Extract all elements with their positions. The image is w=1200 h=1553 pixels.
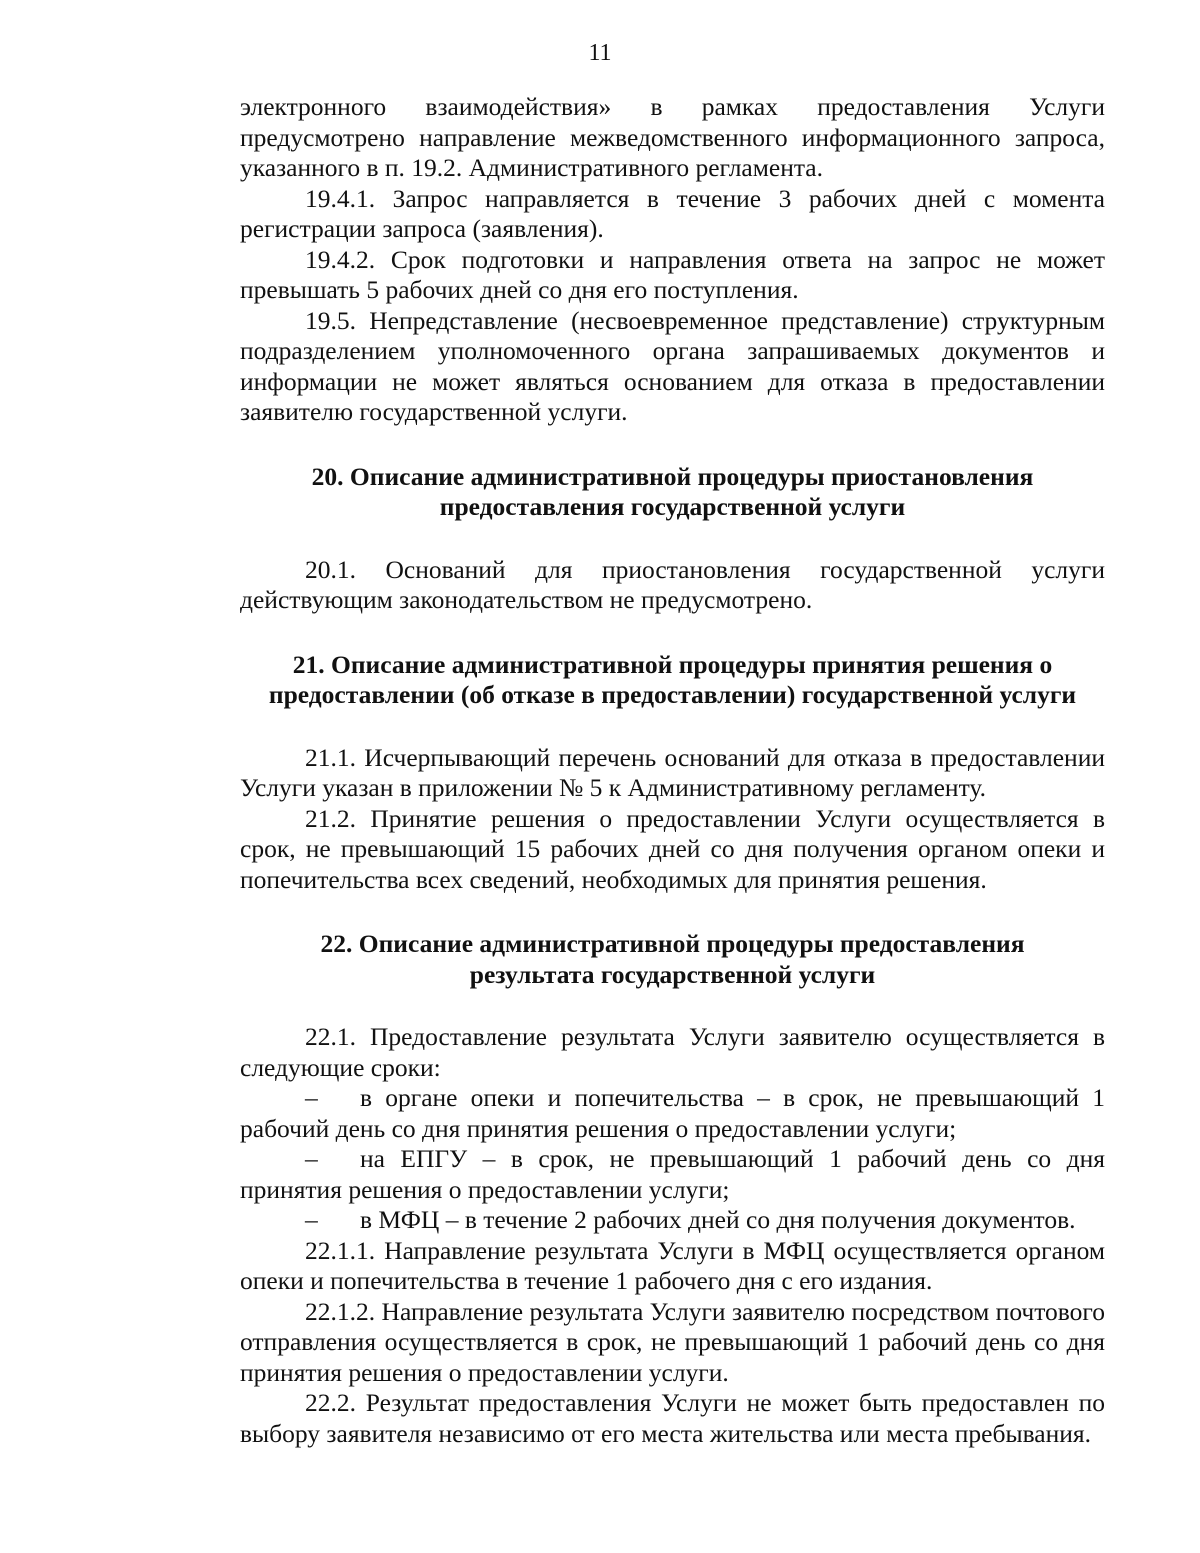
list-item — [240, 1205, 1105, 1236]
paragraph: 20.1. Оснований для приостановления государственной услуги действующим законодательством не предусмотрено. — [240, 554, 1105, 614]
section-heading-line: 20. Описание административной процедуры приостановления — [311, 461, 1034, 491]
section-heading — [240, 929, 1105, 990]
list-item-text: в МФЦ – в течение 2 рабочих дней со дня получения документов. — [360, 1205, 1076, 1234]
paragraph: 21.2. Принятие решения о предоставлении Услуги осуществляется в срок, не превышающий 15 рабочих дней со дня получения органом опеки и попечительства всех сведений, необходимых для принятия решения. — [240, 803, 1105, 894]
section-heading-line: результата государственной услуги — [469, 959, 876, 989]
paragraph: 22.2. Результат предоставления Услуги не может быть предоставлен по выбору заявителя независимо от его места жительства или места пребывания. — [240, 1388, 1105, 1448]
list-item — [240, 1083, 1105, 1144]
paragraph: 22.1. Предоставление результата Услуги заявителю осуществляется в следующие сроки: — [240, 1022, 1105, 1082]
paragraph: 19.4.1. Запрос направляется в течение 3 рабочих дней с момента регистрации запроса (заявления). — [240, 183, 1105, 243]
paragraph: 22.1.2. Направление результата Услуги заявителю посредством почтового отправления осуществляется в срок, не превышающий 1 рабочий день со дня принятия решения о предоставлении услуги. — [240, 1296, 1105, 1387]
list-item-marker: – — [305, 1083, 318, 1112]
list-item-marker: – — [305, 1144, 318, 1173]
paragraph: 19.4.2. Срок подготовки и направления ответа на запрос не может превышать 5 рабочих дней со дня его поступления. — [240, 244, 1105, 304]
section-heading — [240, 650, 1105, 711]
section-heading-line: 22. Описание административной процедуры предоставления — [320, 929, 1025, 958]
list-item-text: на ЕПГУ – в срок, не превышающий 1 рабочий день со дня принятия решения о предоставлении услуги; — [240, 1144, 1105, 1204]
paragraph: электронного взаимодействия» в рамках предоставления Услуги предусмотрено направление межведомственного информационного запроса, указанного в п. 19.2. Административного регламента. — [240, 92, 1105, 182]
section-heading-line: предоставления государственной услуги — [439, 492, 906, 521]
section-heading-line: 21. Описание административной процедуры принятия решения о — [292, 649, 1053, 679]
list-item — [240, 1144, 1105, 1205]
list-item-marker: – — [305, 1205, 318, 1234]
paragraph: 21.1. Исчерпывающий перечень оснований для отказа в предоставлении Услуги указан в приложении № 5 к Административному регламенту. — [240, 742, 1105, 802]
paragraph: 19.5. Непредставление (несвоевременное представление) структурным подразделением уполномоченного органа запрашиваемых документов и информации не может являться основанием для отказа в предоставлении заявителю государственной услуги. — [240, 305, 1105, 426]
page-number: 11 — [588, 40, 612, 66]
section-heading — [240, 462, 1105, 523]
section-heading-line: предоставлении (об отказе в предоставлении) государственной услуги — [268, 680, 1077, 709]
document-body — [240, 92, 1105, 1449]
paragraph: 22.1.1. Направление результата Услуги в МФЦ осуществляется органом опеки и попечительства в течение 1 рабочего дня с его издания. — [240, 1235, 1105, 1295]
list-item-text: в органе опеки и попечительства – в срок, не превышающий 1 рабочий день со дня принятия решения о предоставлении услуги; — [240, 1083, 1105, 1143]
